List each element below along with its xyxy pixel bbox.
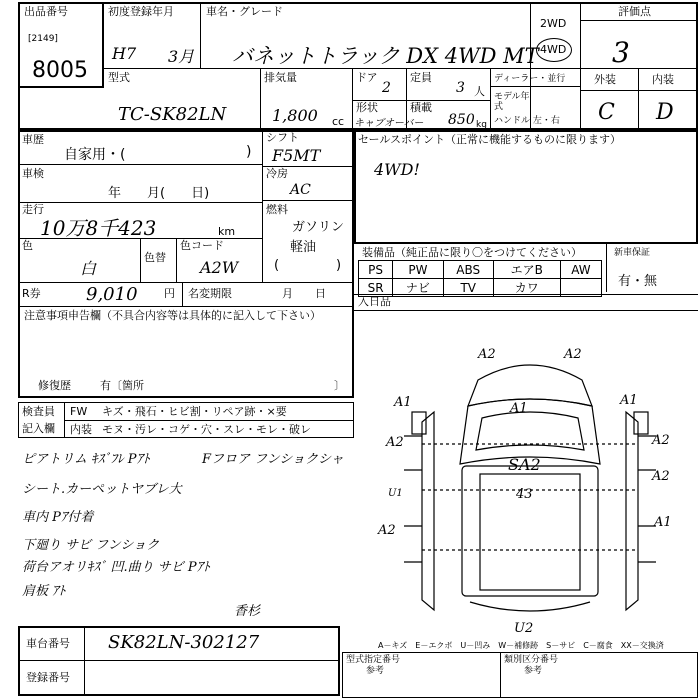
model-year-label: モデル年式 xyxy=(494,92,530,112)
grade-value: 3 xyxy=(612,36,630,69)
first-reg-year: H7 xyxy=(112,44,137,63)
remark-4: 車内 Pｱ付着 xyxy=(22,510,94,525)
inspector-label-2: 記入欄 xyxy=(22,422,55,435)
dealer-line xyxy=(490,86,580,87)
model-value: バネットトラック DX 4WD MT xyxy=(232,44,539,68)
fuel-gas: ガソリン xyxy=(292,220,345,235)
diagram-left-mirror xyxy=(412,412,426,434)
class-ref: 参考 xyxy=(524,666,543,676)
inspector-ext-line: キズ・飛石・ヒビ割・リペア跡・×要 xyxy=(102,405,287,418)
disp-label: 排気量 xyxy=(264,71,297,84)
div-grade xyxy=(580,2,581,130)
line-arrival xyxy=(354,310,698,311)
color-value: 白 xyxy=(80,259,97,278)
history-right xyxy=(262,130,263,282)
type-desig-ref: 参考 xyxy=(366,666,385,676)
diagram-roof-front xyxy=(468,365,592,406)
ac-label: 冷房 xyxy=(266,167,288,180)
diagram-right-side xyxy=(626,412,638,610)
footer-mid xyxy=(18,660,340,661)
line-ac xyxy=(262,200,354,201)
inspector-fw: FW xyxy=(70,405,88,418)
color-code-label: 色コード xyxy=(180,239,224,252)
equip-aw: AW xyxy=(560,261,601,279)
div-firstreg xyxy=(200,2,201,68)
ext-label: 外装 xyxy=(594,73,616,86)
equip-leather: カワ xyxy=(493,279,560,297)
diagram-mark-10: 43 xyxy=(516,487,533,502)
div-disp xyxy=(352,68,353,130)
div-newcar xyxy=(606,244,607,292)
line-rcert xyxy=(18,306,354,307)
equip-abs: ABS xyxy=(443,261,493,279)
doors-label: ドア xyxy=(356,71,378,84)
load-value: 850 xyxy=(448,112,475,128)
disp-value: 1,800 xyxy=(272,106,318,125)
inspector-int: 内装 xyxy=(70,423,92,436)
lot-number: 8005 xyxy=(32,58,88,83)
dealer-label: ディーラー・並行 xyxy=(494,74,566,84)
doors-value: 2 xyxy=(382,80,391,96)
car-diagram xyxy=(360,340,698,640)
signature: 香杉 xyxy=(234,604,261,619)
diagram-rear xyxy=(470,602,590,611)
diagram-mark-3: A1 xyxy=(394,395,412,410)
name-change-label: 名変期限 xyxy=(188,287,232,300)
disp-unit: cc xyxy=(332,115,345,128)
fuel-diesel: 軽油 xyxy=(290,240,317,255)
diagram-left-wheel-r xyxy=(404,526,422,562)
history-value: 自家用・( xyxy=(64,147,126,163)
history-label: 車歴 xyxy=(22,133,44,146)
ac-value: AC xyxy=(290,182,311,198)
shift-value: F5MT xyxy=(272,146,321,165)
drive-2wd: 2WD xyxy=(540,17,567,30)
div-colorcode xyxy=(176,238,177,282)
drive-4wd: 4WD xyxy=(540,43,567,56)
shift-label: シフト xyxy=(266,131,299,144)
load-label: 積載 xyxy=(410,101,432,114)
type-value: TC-SK82LN xyxy=(118,104,227,125)
diagram-mark-8: A2 xyxy=(652,469,670,484)
new-car-label: 新車保証 xyxy=(614,248,651,258)
new-car-value: 有・無 xyxy=(618,274,658,289)
cap-value: 3 xyxy=(456,80,465,96)
div-door xyxy=(406,68,407,100)
inspection-label: 車検 xyxy=(22,167,44,180)
grade-label: 評価点 xyxy=(618,5,651,18)
remark-5: 下廻り サビ フンショク xyxy=(22,538,160,553)
equip-tv: TV xyxy=(443,279,493,297)
type-desig-label: 型式指定番号 xyxy=(346,655,401,665)
diagram-mark-5: A1 xyxy=(620,393,638,408)
diagram-mark-12: A2 xyxy=(378,523,396,538)
int-value: D xyxy=(656,100,674,125)
notes-label: 注意事項申告欄（不具合内容等は具体的に記入して下さい） xyxy=(24,309,321,322)
lot-label: 出品番号 xyxy=(24,5,68,18)
diagram-mark-6: A2 xyxy=(386,435,404,450)
div-dealer xyxy=(490,68,491,130)
div-type xyxy=(260,68,261,130)
remark-2: Fフロア フンショクシャ xyxy=(202,452,344,467)
inspector-int-line: モヌ・汚レ・コゲ・穴・スレ・モレ・破レ xyxy=(102,423,311,436)
diagram-mark-1: A2 xyxy=(478,347,496,362)
fuel-label: 燃料 xyxy=(266,203,288,216)
line-inspector-mid xyxy=(64,420,354,421)
equip-pw: PW xyxy=(393,261,443,279)
diagram-left-wheel-f xyxy=(404,436,422,470)
diagram-bed xyxy=(462,466,598,596)
class-label: 類別区分番号 xyxy=(504,655,559,665)
footer-right-div xyxy=(500,652,501,698)
int-label: 内装 xyxy=(652,73,674,86)
rcert-unit: 円 xyxy=(164,287,175,300)
equip-navi: ナビ xyxy=(393,279,443,297)
equip-sr: SR xyxy=(359,279,393,297)
cap-label: 定員 xyxy=(410,71,432,84)
first-reg-label: 初度登録年月 xyxy=(108,5,174,18)
handle-label: ハンドル 左・右 xyxy=(494,116,560,126)
lot-sub: [2149] xyxy=(28,34,58,44)
drive-4wd-circle xyxy=(536,38,572,62)
equip-airbag: エアB xyxy=(493,261,560,279)
arrival-label: 入日品 xyxy=(358,295,391,308)
cap-unit: 人 xyxy=(474,85,485,98)
rcert-label: R券 xyxy=(22,287,41,300)
line-color xyxy=(18,282,354,283)
line-hist xyxy=(18,164,262,165)
history-frame xyxy=(18,130,354,398)
diagram-mark-14: U2 xyxy=(514,621,534,636)
rcert-value: 9,010 xyxy=(86,284,138,305)
sales-label: セールスポイント（正常に機能するものに限ります） xyxy=(358,133,622,146)
diagram-mark-4: A1 xyxy=(510,401,528,416)
ext-line xyxy=(580,90,698,91)
shape-label: 形状 xyxy=(356,101,378,114)
diagram-mark-11: U1 xyxy=(388,488,403,499)
diagram-mark-7: A2 xyxy=(652,433,670,448)
diagram-right-mirror xyxy=(634,412,648,434)
diagram-mark-2: A2 xyxy=(564,347,582,362)
diagram-mark-13: A1 xyxy=(654,515,672,530)
chassis-label: 車台番号 xyxy=(26,637,70,650)
div-rcert xyxy=(182,282,183,306)
inspection-value: 年 月( 日) xyxy=(108,186,210,201)
line-equip-bottom xyxy=(354,294,698,295)
diagram-mark-9: SA2 xyxy=(508,455,541,474)
remark-7: 肩板 ｱﾄ xyxy=(22,584,66,599)
equipment-grid xyxy=(358,260,602,297)
color-code-value: A2W xyxy=(200,258,239,277)
diagram-right-wheel-r xyxy=(638,526,656,562)
line-insp xyxy=(18,202,262,203)
repair-value: 有〔箇所 xyxy=(100,379,144,392)
remark-6: 荷台アオリｷｽﾞ 凹.曲り サビ Pｱﾄ xyxy=(22,560,210,575)
inspector-label-1: 検査員 xyxy=(22,405,55,418)
sales-value: 4WD! xyxy=(374,160,420,179)
type-label: 型式 xyxy=(108,71,130,84)
first-reg-month: 3月 xyxy=(168,47,195,66)
sales-frame xyxy=(354,130,698,244)
shape-value: キャブオーバー xyxy=(354,118,424,129)
equip-ps: PS xyxy=(359,261,393,279)
fuel-close: ) xyxy=(336,258,342,273)
load-unit: kg xyxy=(476,120,487,130)
equipment-label: 装備品（純正品に限り〇をつけてください） xyxy=(362,246,582,259)
fuel-open: ( xyxy=(274,258,280,273)
reg-label: 登録番号 xyxy=(26,671,70,684)
paint-label: 色替 xyxy=(144,251,166,264)
history-close: ) xyxy=(246,144,252,160)
repair-label: 修復歴 xyxy=(38,379,71,392)
remark-1: ピアトリム ｷｽﾞﾌﾚ Pｱﾄ xyxy=(22,452,150,467)
diagram-legend: A－キズ E－エクボ U－凹み W－補修跡 S－サビ C－腐食 XX－交換済 xyxy=(378,641,664,650)
name-change-value: 月 日 xyxy=(282,287,326,300)
ext-value: C xyxy=(598,100,615,125)
model-label: 車名・グレード xyxy=(206,5,283,18)
remark-3: シート.カーペットヤブレ大 xyxy=(22,482,182,497)
chassis-value: SK82LN-302127 xyxy=(108,632,260,653)
div-ext-int xyxy=(638,68,639,130)
mileage-unit: km xyxy=(218,225,236,238)
div-color-paint xyxy=(140,238,141,282)
color-label: 色 xyxy=(22,239,33,252)
mileage-label: 走行 xyxy=(22,203,44,216)
diagram-left-side xyxy=(422,412,434,610)
footer-div xyxy=(84,626,85,696)
mileage-value: 10万8千423 xyxy=(40,216,157,240)
grade-title-line xyxy=(580,20,698,21)
repair-close: 〕 xyxy=(334,379,345,392)
